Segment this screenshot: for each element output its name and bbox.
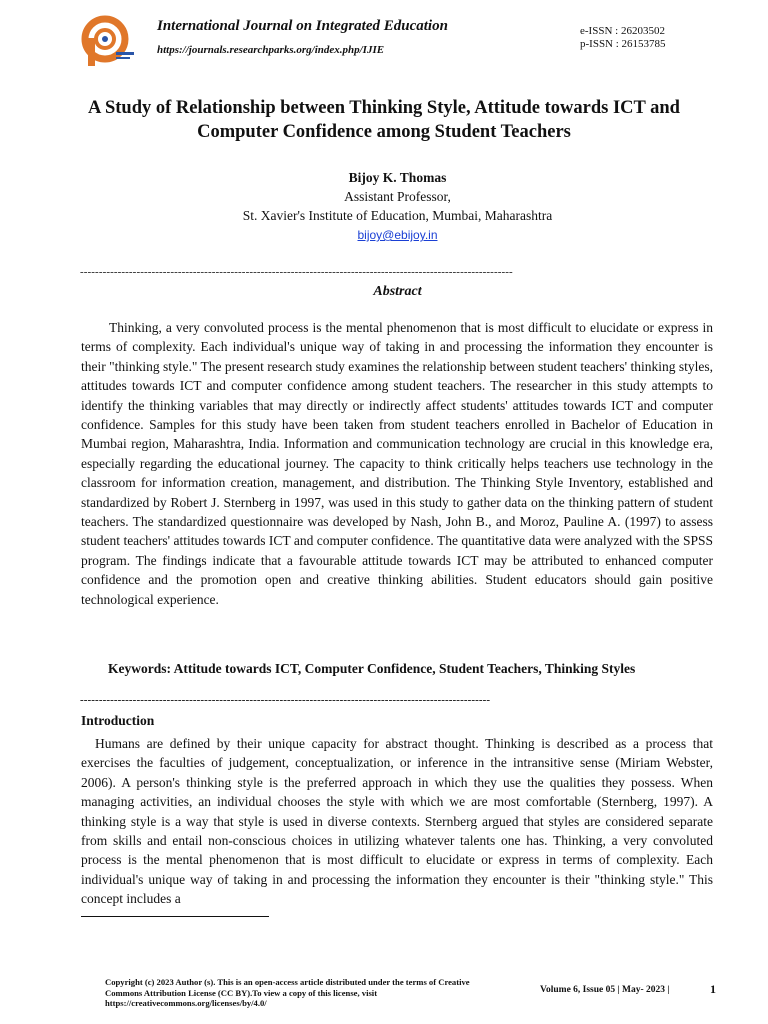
- abstract-text: Thinking, a very convoluted process is the mental phenomenon that is most difficult to elucidate or express in terms of complexity. Each individual's unique way of taking in and processing the information they encounter is their "thinking style." The present research study examines the relationship between student teachers' thinking styles, attitudes towards ICT and computer confidence among student teachers. The researcher in this study attempts to identify the thinking variables that may directly or indirectly affect students' attitudes towards ICT and computer confidence. Samples for this study have been taken from student teachers enrolled in Bachelor of Education in Mumbai region, Maharashtra, India. Information and communication technology are crucial in this knowledge era, especially regarding the educational journey. The capacity to think critically helps teachers use technology in the classroom for information creation, management, and distribution. The Thinking Style Inventory, established and standardized by Robert J. Sternberg in 1997, was used in this study to gather data on the thinking pattern of student teachers. The standardized questionnaire was developed by Nash, John B., and Moroz, Pauline A. (1997) to assess student teachers' attitudes towards ICT and computer confidence. The quantitative data were analyzed with the SPSS program. The findings indicate that a favourable attitude towards ICT may be attributed to enhanced computer confidence and the promotion open and creative thinking abilities. Student educators should gain positive technological experience.: [81, 320, 713, 607]
- copyright-notice: Copyright (c) 2023 Author (s). This is an open-access article distributed under the terms of Creative Commons Attribution License (CC BY).To view a copy of this license, visit https://creativecommons.org/licenses/by/4.0/: [105, 977, 470, 1008]
- volume-issue: Volume 6, Issue 05 | May- 2023 |: [540, 985, 670, 995]
- separator-line-bold: -------------------------------------------------------------------------------------------------------------: [80, 694, 491, 706]
- eissn: e-ISSN : 26203502: [580, 25, 665, 37]
- page-number: 1: [710, 982, 716, 996]
- author-name: Bijoy K. Thomas: [348, 170, 447, 185]
- abstract-heading: Abstract: [373, 284, 422, 299]
- author-position: Assistant Professor,: [344, 189, 451, 204]
- author-block: [80, 168, 715, 245]
- introduction-text: Humans are defined by their unique capacity for abstract thought. Thinking is described as a process that exercises the faculties of judgement, conceptualization, or inference in the intransitive sense (Miriam Webster, 2006). A person's thinking style is the preferred approach in which they use the qualities they possess. When managing activities, an individual chooses the style with which we are most comfortable (Sternberg, 1997). A thinking style is a way that style is used in diverse contexts. Sternberg argued that styles are considered separate from skills and entail non-conscious choices in utilizing whatever talents one has. Thinking, a very convoluted process is the mental phenomenon that is most difficult to elucidate or express in terms of complexity. Each individual's unique way of taking in and processing the information they encounter is their "thinking style." This concept includes a: [81, 736, 713, 907]
- paper-title: A Study of Relationship between Thinking Style, Attitude towards ICT and Computer Confidence among Student Teachers: [88, 98, 680, 142]
- author-affiliation: St. Xavier's Institute of Education, Mumbai, Maharashtra: [242, 208, 553, 223]
- keywords: Keywords: Attitude towards ICT, Computer Confidence, Student Teachers, Thinking Styles: [108, 661, 636, 676]
- introduction-heading: Introduction: [81, 713, 155, 728]
- pissn: p-ISSN : 26153785: [580, 38, 666, 50]
- separator-line: -------------------------------------------------------------------------------------------------------------------: [80, 266, 513, 278]
- journal-title: International Journal on Integrated Education: [157, 18, 448, 34]
- issn-block: [580, 25, 666, 51]
- journal-url[interactable]: https://journals.researchparks.org/index.php/IJIE: [157, 44, 385, 56]
- research-parks-logo-icon: [80, 12, 138, 70]
- author-email-link[interactable]: bijoy@ebijoy.in: [357, 228, 438, 242]
- footnote-rule: [81, 916, 269, 917]
